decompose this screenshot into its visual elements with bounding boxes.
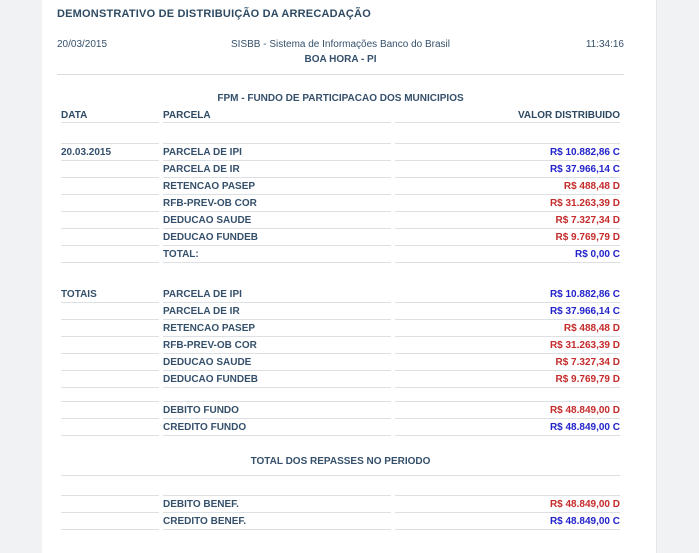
spacer-row xyxy=(61,476,620,496)
repasses-title: TOTAL DOS REPASSES NO PERIODO xyxy=(61,448,620,476)
parcela-label: CREDITO FUNDO xyxy=(163,419,391,436)
parcela-label: RETENCAO PASEP xyxy=(163,178,391,195)
totals-label: TOTAIS xyxy=(61,286,159,303)
parcela-label: CREDITO BENEF. xyxy=(163,513,391,530)
table-row xyxy=(61,337,620,354)
valor-value: R$ 37.966,14 C xyxy=(395,303,620,320)
table-row xyxy=(61,419,620,436)
table-row xyxy=(61,229,620,246)
table-row xyxy=(61,212,620,229)
repasses-header-row xyxy=(61,448,620,476)
table-row xyxy=(61,354,620,371)
parcela-label: DEBITO BENEF. xyxy=(163,496,391,513)
valor-value: R$ 10.882,86 C xyxy=(395,144,620,161)
spacer-row xyxy=(61,123,620,144)
column-header-data: DATA xyxy=(61,108,159,123)
table-row xyxy=(61,402,620,419)
parcela-label: DEDUCAO SAUDE xyxy=(163,212,391,229)
parcela-label: PARCELA DE IR xyxy=(163,303,391,320)
parcela-label: RFB-PREV-OB COR xyxy=(163,337,391,354)
table-row xyxy=(61,286,620,303)
header-divider xyxy=(57,74,624,75)
valor-value: R$ 7.327,34 D xyxy=(395,354,620,371)
distribution-table xyxy=(57,108,624,530)
valor-value: R$ 9.769,79 D xyxy=(395,229,620,246)
table-row xyxy=(61,320,620,337)
table-row-total xyxy=(61,246,620,263)
table-row xyxy=(61,144,620,161)
system-name: SISBB - Sistema de Informações Banco do Brasil xyxy=(231,39,450,50)
section-title: FPM - FUNDO DE PARTICIPACAO DOS MUNICIPIOS xyxy=(217,93,464,104)
valor-value: R$ 9.769,79 D xyxy=(395,371,620,388)
valor-value: R$ 31.263,39 D xyxy=(395,337,620,354)
valor-value: R$ 0,00 C xyxy=(395,246,620,263)
parcela-label: PARCELA DE IPI xyxy=(163,144,391,161)
table-header-row xyxy=(61,108,620,123)
report-time: 11:34:16 xyxy=(585,39,624,50)
column-header-valor: VALOR DISTRIBUIDO xyxy=(395,108,620,123)
table-row xyxy=(61,178,620,195)
table-row xyxy=(61,195,620,212)
valor-value: R$ 48.849,00 C xyxy=(395,419,620,436)
valor-value: R$ 48.849,00 C xyxy=(395,513,620,530)
report-header xyxy=(57,39,624,65)
table-row xyxy=(61,496,620,513)
spacer-row xyxy=(61,436,620,448)
report-page xyxy=(42,0,657,553)
valor-value: R$ 488,48 D xyxy=(395,320,620,337)
column-header-parcela: PARCELA xyxy=(163,108,391,123)
table-row xyxy=(61,303,620,320)
parcela-label: TOTAL: xyxy=(163,246,391,263)
row-date: 20.03.2015 xyxy=(61,144,159,161)
valor-value: R$ 10.882,86 C xyxy=(395,286,620,303)
parcela-label: DEDUCAO SAUDE xyxy=(163,354,391,371)
page-title: DEMONSTRATIVO DE DISTRIBUIÇÃO DA ARRECADAÇÃO xyxy=(57,8,371,20)
parcela-label: RETENCAO PASEP xyxy=(163,320,391,337)
table-row xyxy=(61,513,620,530)
parcela-label: DEBITO FUNDO xyxy=(163,402,391,419)
parcela-label: DEDUCAO FUNDEB xyxy=(163,229,391,246)
municipality-name: BOA HORA - PI xyxy=(304,54,377,65)
spacer-row xyxy=(61,263,620,286)
parcela-label: PARCELA DE IR xyxy=(163,161,391,178)
valor-value: R$ 31.263,39 D xyxy=(395,195,620,212)
table-row xyxy=(61,161,620,178)
valor-value: R$ 7.327,34 D xyxy=(395,212,620,229)
valor-value: R$ 48.849,00 D xyxy=(395,496,620,513)
spacer-row xyxy=(61,388,620,402)
table-row xyxy=(61,371,620,388)
parcela-label: RFB-PREV-OB COR xyxy=(163,195,391,212)
parcela-label: PARCELA DE IPI xyxy=(163,286,391,303)
valor-value: R$ 488,48 D xyxy=(395,178,620,195)
report-date: 20/03/2015 xyxy=(57,39,108,50)
report-header-center xyxy=(187,39,494,65)
parcela-label: DEDUCAO FUNDEB xyxy=(163,371,391,388)
valor-value: R$ 37.966,14 C xyxy=(395,161,620,178)
valor-value: R$ 48.849,00 D xyxy=(395,402,620,419)
